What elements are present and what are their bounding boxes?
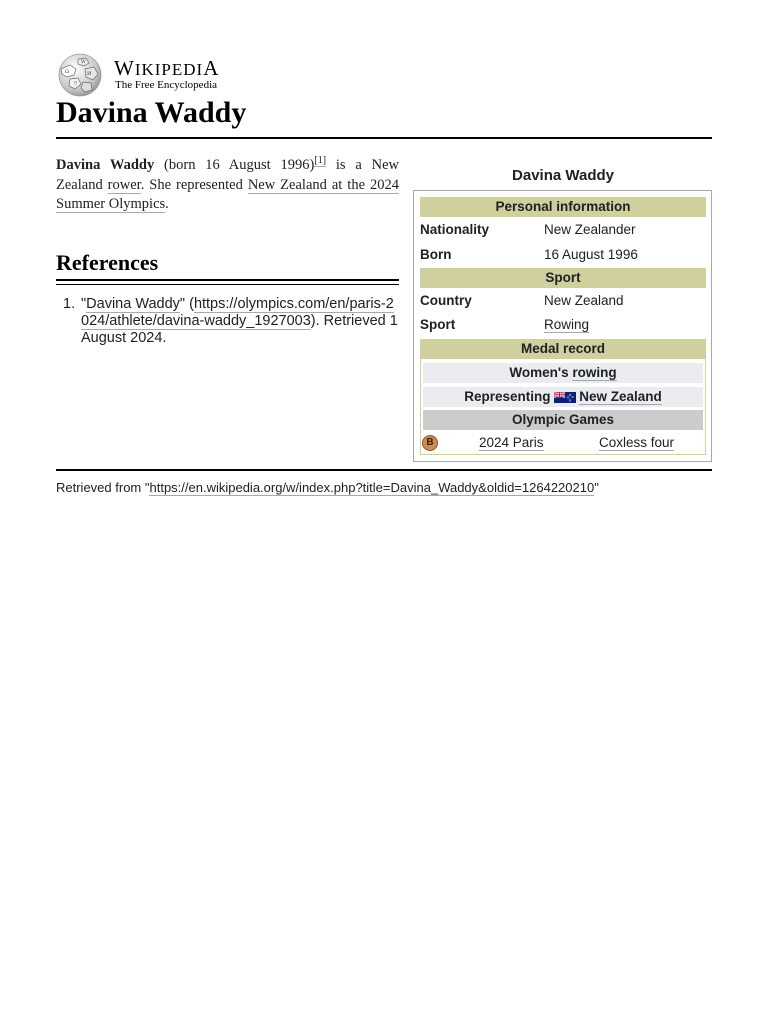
wikipedia-logo[interactable] <box>56 53 256 97</box>
olympic-games-row: Olympic Games <box>423 410 703 430</box>
references-divider <box>56 279 399 285</box>
bronze-medal-icon: B <box>422 435 438 451</box>
references-list <box>56 296 399 346</box>
country-value: New Zealand <box>544 293 624 308</box>
article-subject: Davina Waddy <box>56 157 155 173</box>
sport-label: Sport <box>420 317 456 332</box>
reference-title-link[interactable]: Davina Waddy <box>86 296 180 312</box>
representing-new-zealand-link[interactable]: New Zealand <box>579 389 662 404</box>
nationality-value: New Zealander <box>544 222 636 237</box>
title-divider <box>56 137 712 139</box>
womens-rowing-row: Women's rowing <box>423 363 703 383</box>
infobox <box>413 190 712 462</box>
lead-paragraph: Davina Waddy (born 16 August 1996)[1] is a New Zealand rower. She represented New Zealand at the 2024 Summer Olympics. <box>56 155 399 212</box>
olympics-link[interactable]: New Zealand at the 2024 Summer Olympics <box>56 176 399 212</box>
wikipedia-globe-icon <box>56 53 104 97</box>
infobox-caption: Davina Waddy <box>512 167 614 184</box>
womens-rowing-link[interactable]: rowing <box>572 365 617 380</box>
reference-item: 1. "Davina Waddy" (https://olympics.com/en/paris-2024/athlete/davina-waddy_1927003). Retrieved 1 August 2024. <box>63 296 398 346</box>
nationality-label: Nationality <box>420 222 490 237</box>
permalink-url[interactable]: https://en.wikipedia.org/w/index.php?title=Davina_Waddy&oldid=1264220210 <box>149 480 595 495</box>
svg-text:ワ: ワ <box>73 81 79 87</box>
medal-record-header: Medal record <box>420 339 706 359</box>
retrieved-from-footer: Retrieved from "https://en.wikipedia.org/w/index.php?title=Davina_Waddy&oldid=1264220210" <box>56 480 599 495</box>
representing-row: Representing New Zealand <box>423 387 703 407</box>
sport-rowing-link[interactable]: Rowing <box>544 317 590 332</box>
wikipedia-wordmark: WIKIPEDIA <box>114 56 220 80</box>
paris-2024-link[interactable]: 2024 Paris <box>479 435 544 450</box>
footer-divider <box>56 469 712 471</box>
wikipedia-tagline: The Free Encyclopedia <box>115 79 218 91</box>
born-label: Born <box>420 247 452 262</box>
born-value: 16 August 1996 <box>544 247 638 262</box>
reference-url-link[interactable]: https://olympics.com/en/paris-2024/athlete/davina-waddy_1927003 <box>81 296 394 329</box>
new-zealand-flag-icon <box>554 392 576 403</box>
reference-number: 1. <box>63 296 76 312</box>
references-heading: References <box>56 250 159 275</box>
sport-header: Sport <box>420 268 706 288</box>
svg-text:W: W <box>81 60 86 65</box>
page-title: Davina Waddy <box>56 96 247 129</box>
citation-link[interactable]: [1] <box>314 155 327 167</box>
country-label: Country <box>420 293 472 308</box>
rower-link[interactable]: rower <box>107 176 141 193</box>
svg-text:И: И <box>87 71 92 77</box>
svg-text:Ω: Ω <box>65 69 70 75</box>
coxless-four-link[interactable]: Coxless four <box>599 435 675 450</box>
personal-info-header: Personal information <box>420 197 706 217</box>
